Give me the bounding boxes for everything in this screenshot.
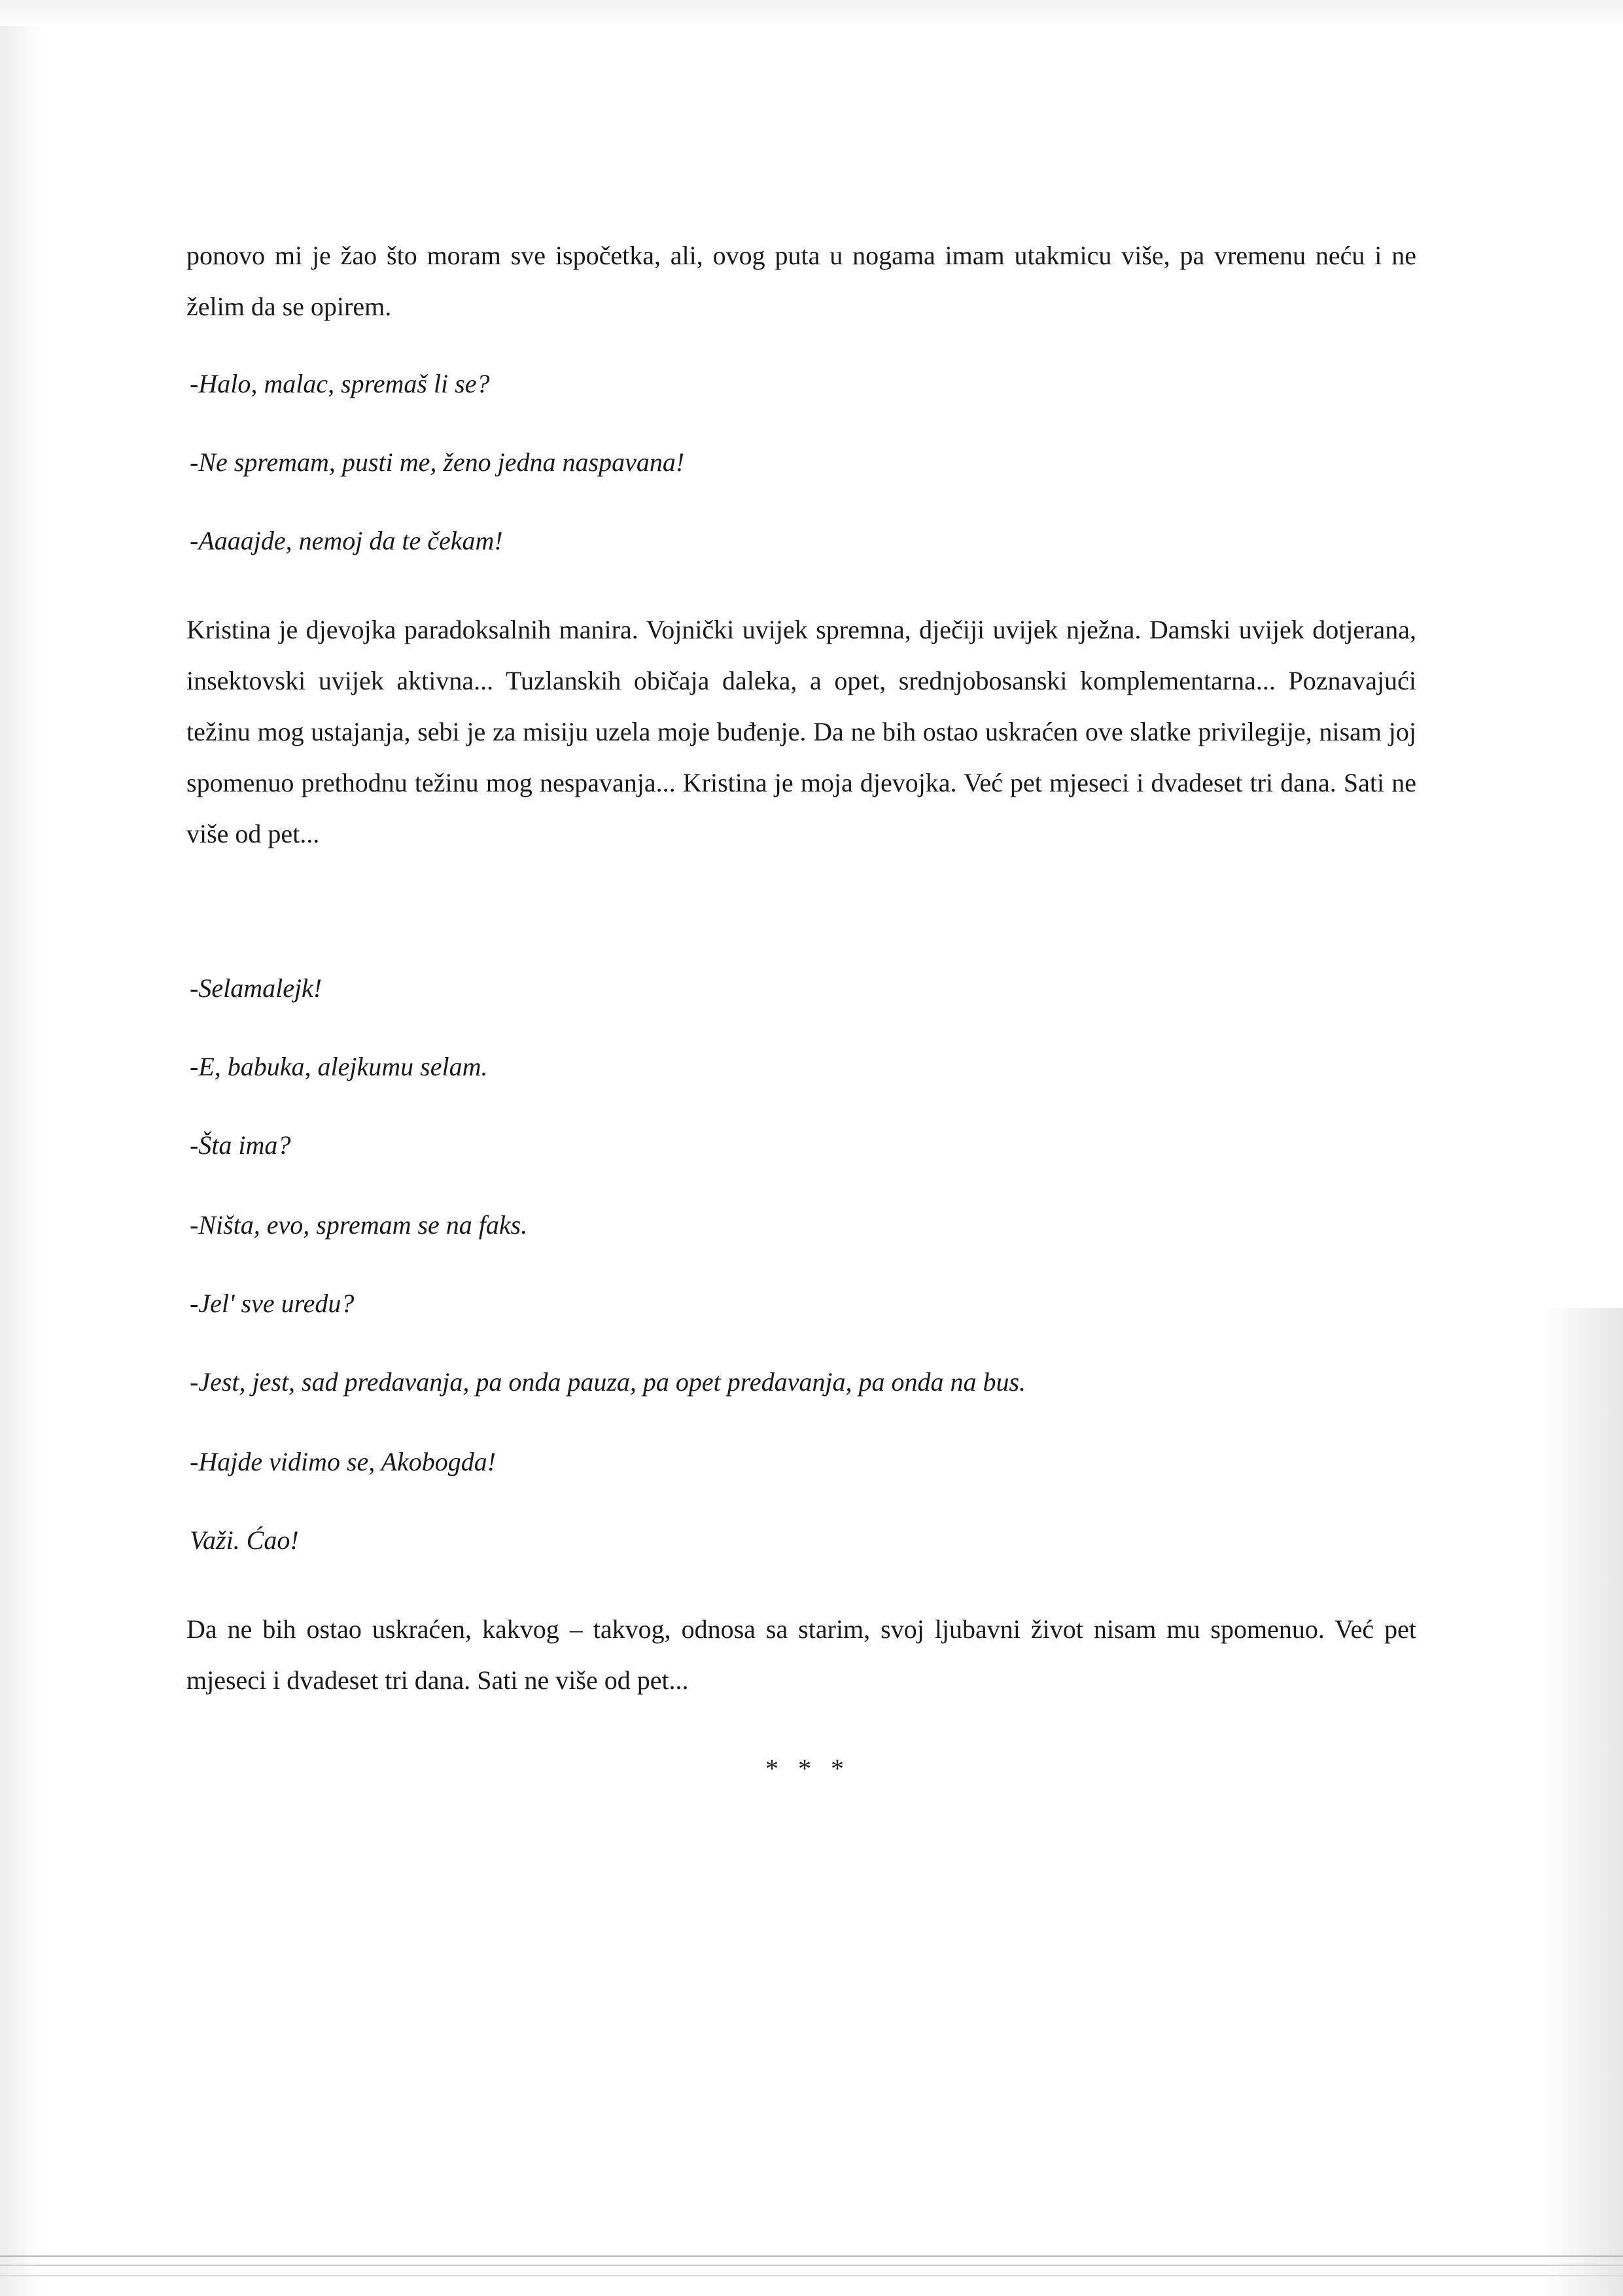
- dialogue-line-selamalejk: -Selamalejk!: [190, 973, 323, 1003]
- scan-edge-line: [0, 2265, 1623, 2266]
- section-break: * * *: [765, 1754, 850, 1783]
- dialogue-line-jest-jest: -Jest, jest, sad predavanja, pa onda pauza, pa opet predavanja, pa onda na bus.: [190, 1367, 1026, 1397]
- closing-paragraph: Da ne bih ostao uskraćen, kakvog – takvog, odnosa sa starim, svoj ljubavni život nisam mu spomenuo. Već pet mjeseci i dvadeset tri dana. Sati ne više od pet...: [186, 1614, 1416, 1695]
- dialogue-line-ne-spremam: -Ne spremam, pusti me, ženo jedna naspavana!: [190, 447, 685, 477]
- dialogue-line-halo: -Halo, malac, spremaš li se?: [190, 369, 490, 398]
- dialogue-line-hajde-vidimo-se: -Hajde vidimo se, Akobogda!: [190, 1447, 497, 1476]
- kristina-paragraph: Kristina je djevojka paradoksalnih manira. Vojnički uvijek spremna, dječiji uvijek nježna. Damski uvijek dotjerana, insektovski uvijek aktivna... Tuzlanskih običaja daleka, a opet, srednjobosanski komplementarna... Poznavajući težinu mog ustajanja, sebi je za misiju uzela moje buđenje. Da ne bih ostao uskraćen ove slatke privilegije, nisam joj spomenuo prethodnu težinu mog nespavanja... Kristina je moja djevojka. Već pet mjeseci i dvadeset tri dana. Sati ne više od pet...: [186, 615, 1416, 848]
- dialogue-line-alejkumu-selam: -E, babuka, alejkumu selam.: [190, 1052, 488, 1081]
- dialogue-line-aaaajde: -Aaaajde, nemoj da te čekam!: [190, 526, 503, 555]
- scan-edge-line: [0, 2275, 1623, 2276]
- dialogue-line-sta-ima: -Šta ima?: [190, 1130, 291, 1160]
- dialogue-line-vazi-cao: Važi. Ćao!: [190, 1525, 299, 1555]
- opening-paragraph: ponovo mi je žao što moram sve ispočetka, ali, ovog puta u nogama imam utakmicu više, pa vremenu neću i ne želim da se opirem.: [186, 241, 1416, 321]
- dialogue-line-jel-sve-uredu: -Jel' sve uredu?: [190, 1289, 355, 1318]
- dialogue-line-nista-evo: -Ništa, evo, spremam se na faks.: [190, 1210, 528, 1240]
- scan-edge-line: [0, 2255, 1623, 2257]
